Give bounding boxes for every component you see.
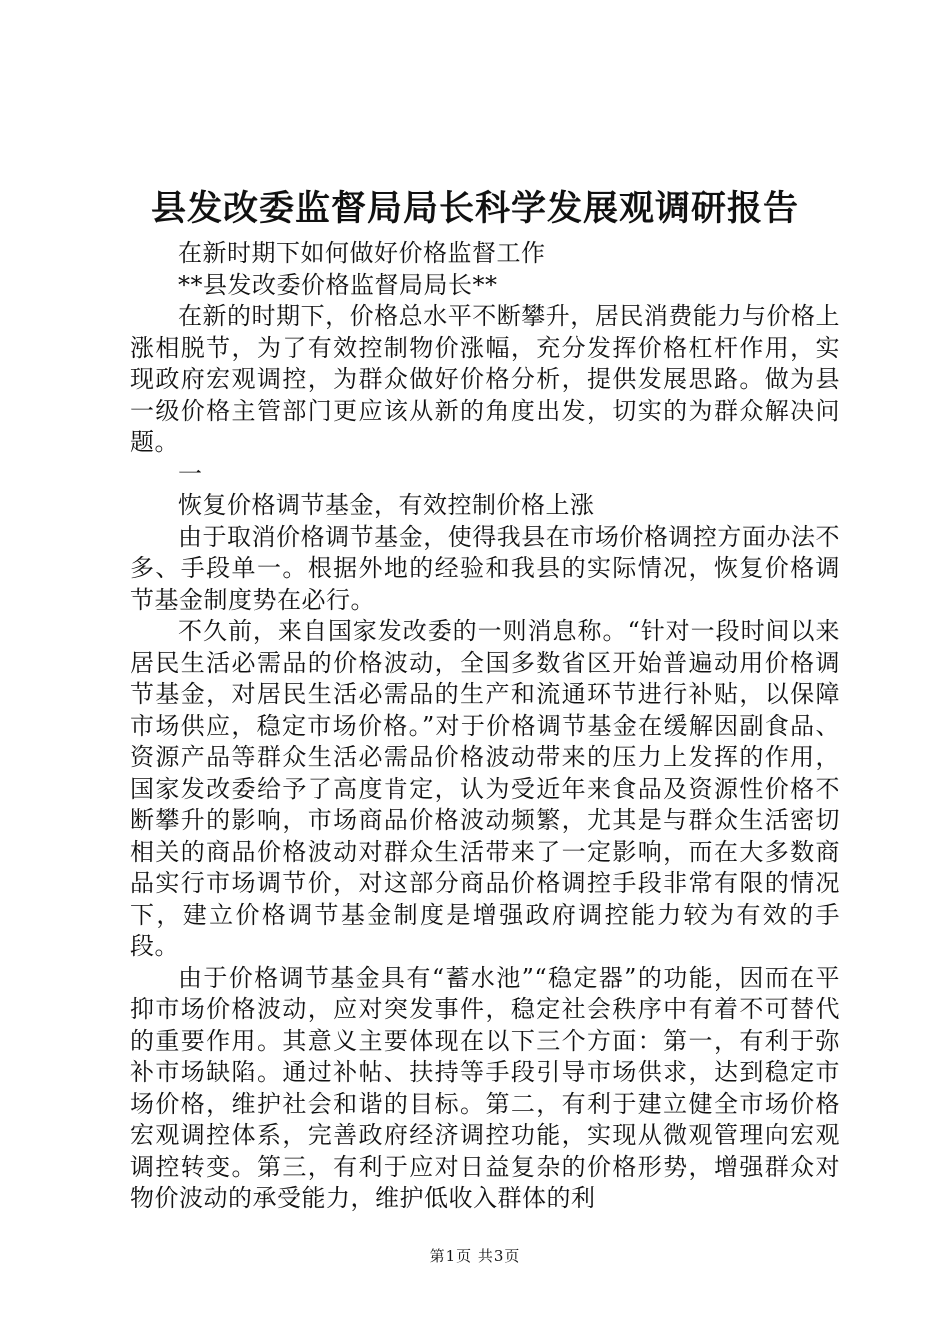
document-title: 县发改委监督局局长科学发展观调研报告 [150, 188, 799, 229]
body-paragraph: 由于取消价格调节基金，使得我县在市场价格调控方面办法不多、手段单一。根据外地的经验和我县的实际情况，恢复价格调节基金制度势在必行。 [130, 522, 840, 614]
body-paragraph: 在新的时期下，价格总水平不断攀升，居民消费能力与价格上涨相脱节，为了有效控制物价涨幅，充分发挥价格杠杆作用，实现政府宏观调控，为群众做好价格分析，提供发展思路。做为县一级价格主管部门更应该从新的角度出发，切实的为群众解决问题。 [130, 302, 840, 456]
section-heading: 恢复价格调节基金，有效控制价格上涨 [178, 491, 595, 519]
body-paragraph: 不久前，来自国家发改委的一则消息称。“针对一段时间以来居民生活必需品的价格波动，全国多数省区开始普遍动用价格调节基金，对居民生活必需品的生产和流通环节进行补贴，以保障市场供应，稳定市场价格。”对于价格调节基金在缓解因副食品、资源产品等群众生活必需品价格波动带来的压力上发挥的作用，国家发改委给予了高度肯定，认为受近年来食品及资源性价格不断攀升的影响，市场商品价格波动频繁，尤其是与群众生活密切相关的商品价格波动对群众生活带来了一定影响，而在大多数商品实行市场调节价，对这部分商品价格调控手段非常有限的情况下，建立价格调节基金制度是增强政府调控能力较为有效的手段。 [130, 617, 840, 960]
page-footer: 第1页 共3页 [429, 1247, 521, 1265]
body-paragraph: 由于价格调节基金具有“蓄水池”“稳定器”的功能，因而在平抑市场价格波动，应对突发事件，稳定社会秩序中有着不可替代的重要作用。其意义主要体现在以下三个方面：第一，有利于弥补市场缺陷。通过补帖、扶持等手段引导市场供求，达到稳定市场价格，维护社会和谐的目标。第二，有利于建立健全市场价格宏观调控体系，完善政府经济调控功能，实现从微观管理向宏观调控转变。第三，有利于应对日益复杂的价格形势，增强群众对物价波动的承受能力，维护低收入群体的利 [130, 963, 840, 1212]
document-body [130, 238, 840, 1215]
subtitle-line: 在新时期下如何做好价格监督工作 [178, 239, 546, 267]
author-line: **县发改委价格监督局局长** [178, 270, 498, 299]
section-number: 一 [178, 459, 203, 488]
